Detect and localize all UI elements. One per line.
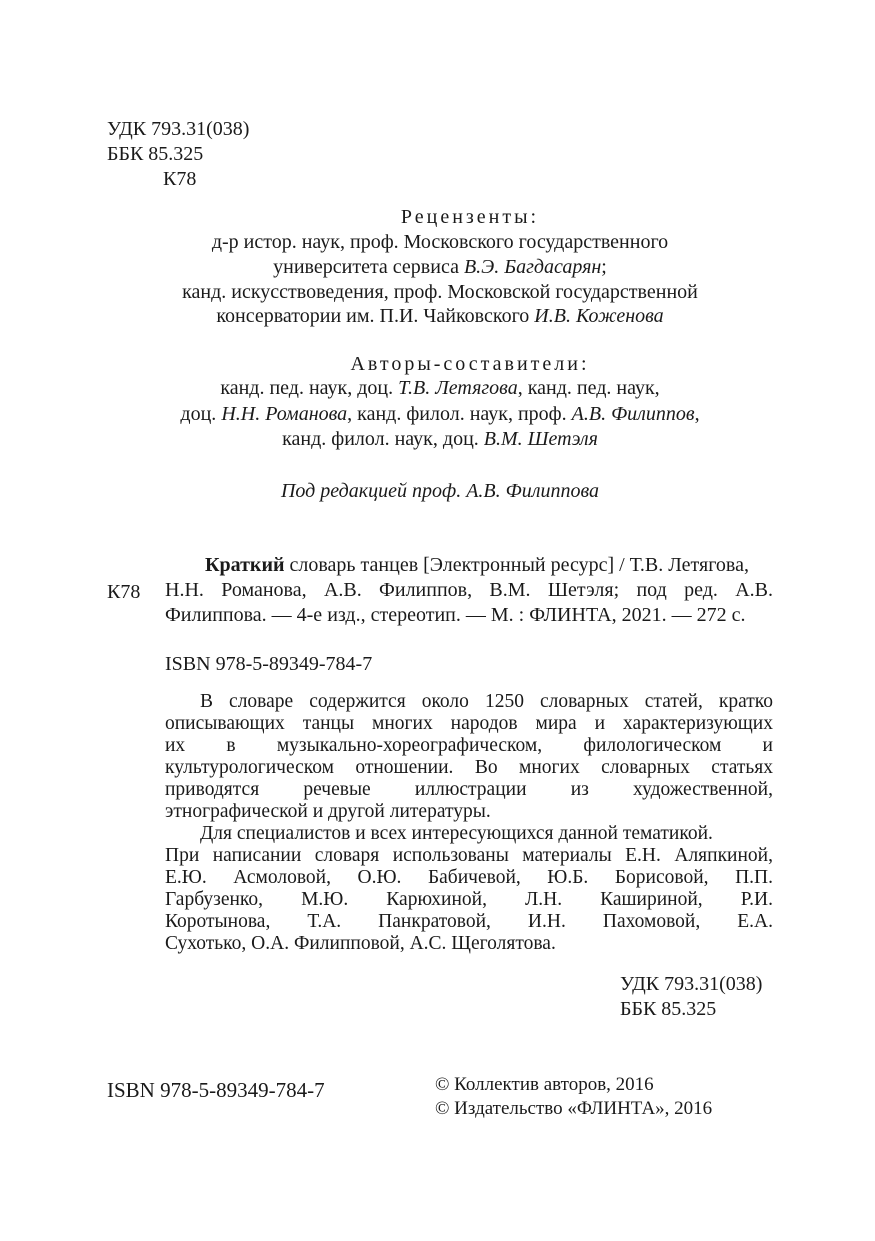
bibliographic-line-2: Н.Н. Романова, А.В. Филиппов, В.М. Шетэля; под ред. А.В.	[165, 579, 773, 601]
reviewer-name-kozhenova: И.В. Коженова	[534, 305, 664, 327]
copyright-authors: © Коллектив авторов, 2016	[435, 1074, 654, 1095]
reviewer-line-2	[40, 255, 840, 279]
copyright-publisher: © Издательство «ФЛИНТА», 2016	[435, 1098, 713, 1119]
bibliographic-title-bold: Краткий	[205, 554, 285, 576]
annotation-p1-line-2: описывающих танцы многих народов мира и характеризующих	[165, 713, 773, 734]
annotation-p2-line-4: Гарбузенко, М.Ю. Карюхиной, Л.Н. Кашириной, Р.И.	[165, 889, 773, 910]
compiler-line-1	[40, 376, 840, 400]
annotation-p1-line-6: этнографической и другой литературы.	[165, 801, 491, 822]
isbn-bottom: ISBN 978-5-89349-784-7	[107, 1078, 325, 1102]
compiler-line-1-b: , канд. пед. наук,	[517, 377, 660, 399]
annotation-p2-line-1: Для специалистов и всех интересующихся данной тематикой.	[200, 823, 713, 844]
compilers-heading-text: Авторы-составители:	[350, 353, 590, 375]
compiler-name-letyagova: Т.В. Летягова	[398, 377, 518, 399]
reviewer-name-bagdasaryan: В.Э. Багдасарян	[463, 256, 602, 278]
reviewers-heading	[60, 205, 875, 229]
compiler-line-2	[40, 402, 840, 426]
bottom-udk-code: УДК 793.31(038)	[620, 973, 763, 995]
reviewer-line-2-text: университета сервиса	[273, 256, 464, 278]
annotation-p2-line-3: Е.Ю. Асмоловой, О.Ю. Бабичевой, Ю.Б. Борисовой, П.П.	[165, 867, 773, 888]
compiler-name-romanova: Н.Н. Романова	[221, 403, 348, 425]
udk-code: УДК 793.31(038)	[107, 118, 250, 140]
compiler-name-shetelya: В.М. Шетэля	[483, 428, 598, 450]
reviewers-heading-text: Рецензенты:	[400, 206, 540, 228]
bibliographic-line-1	[205, 553, 749, 577]
annotation-p2-line-2: При написании словаря использованы материалы Е.Н. Аляпкиной,	[165, 845, 773, 866]
annotation-p1-line-5: приводятся речевые иллюстрации из художественной,	[165, 779, 773, 800]
bibliographic-line-3: Филиппова. — 4-е изд., стереотип. — М. : ФЛИНТА, 2021. — 272 с.	[165, 604, 746, 626]
compiler-line-2-b: , канд. филол. наук, проф.	[347, 403, 572, 425]
annotation-p1-line-3: их в музыкально-хореографическом, филологическом и	[165, 735, 773, 756]
reviewer-line-1-text: д-р истор. наук, проф. Московского государственного	[211, 231, 669, 253]
reviewer-line-2-tail: ;	[601, 256, 607, 278]
compilers-heading	[60, 352, 875, 376]
bibliographic-line-1-rest: словарь танцев [Электронный ресурс] / Т.В. Летягова,	[284, 554, 749, 576]
annotation-p2-line-6: Сухотько, О.А. Филипповой, А.С. Щеголятова.	[165, 933, 556, 954]
compiler-line-3-a: канд. филол. наук, доц.	[282, 428, 484, 450]
compiler-line-3	[40, 427, 840, 451]
bibliographic-mark: К78	[107, 581, 141, 603]
reviewer-line-4-text: консерватории им. П.И. Чайковского	[216, 305, 535, 327]
annotation-p1-line-4: культурологическом отношении. Во многих словарных статьях	[165, 757, 773, 778]
reviewer-line-3-text: канд. искусствоведения, проф. Московской государственной	[182, 281, 698, 303]
compiler-line-2-c: ,	[694, 403, 700, 425]
isbn-top: ISBN 978-5-89349-784-7	[165, 653, 373, 675]
bottom-bbk-code: ББК 85.325	[620, 998, 717, 1020]
reviewer-line-4	[40, 304, 840, 328]
annotation-p2-line-5: Коротынова, Т.А. Панкратовой, И.Н. Пахомовой, Е.А.	[165, 911, 773, 932]
annotation-p1-line-1: В словаре содержится около 1250 словарных статей, кратко	[200, 691, 773, 712]
reviewer-line-1	[40, 230, 840, 254]
compiler-line-1-a: канд. пед. наук, доц.	[220, 377, 399, 399]
reviewer-line-3	[40, 280, 840, 304]
bbk-code: ББК 85.325	[107, 143, 204, 165]
author-mark: К78	[163, 168, 197, 190]
editor-line: Под редакцией проф. А.В. Филиппова	[280, 480, 599, 502]
compiler-name-filippov: А.В. Филиппов	[571, 403, 695, 425]
compiler-line-2-a: доц.	[180, 403, 222, 425]
